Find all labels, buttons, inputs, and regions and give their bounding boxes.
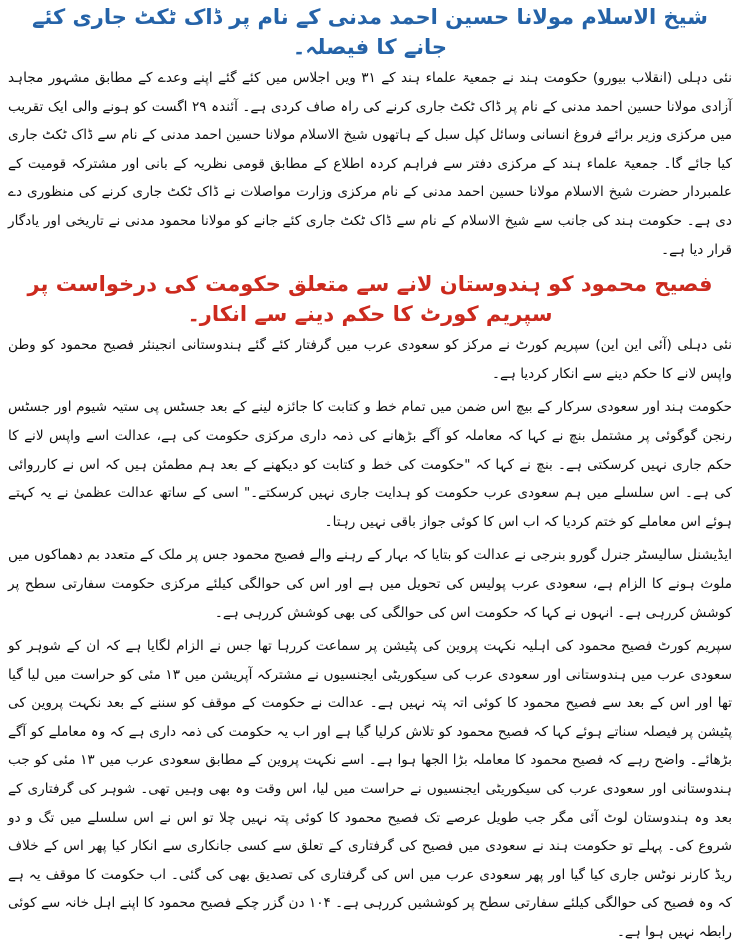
article-1-headline: شیخ الاسلام مولانا حسین احمد مدنی کے نام پر ڈاک ٹکٹ جاری کئے جانے کا فیصلہ۔ [32, 5, 708, 59]
article-2-headline: فصیح محمود کو ہندوستان لانے سے متعلق حکومت کی درخواست پر سپریم کورٹ کا حکم دینے سے انکار۔ [27, 272, 713, 327]
article-2-paragraph: حکومت ہند اور سعودی سرکار کے بیچ اس ضمن میں تمام خط و کتابت کا جائزہ لینے کے بعد جسٹس پی ستیہ شیوم اور جسٹس رنجن گوگوئی پر مشتمل بنچ نے کہا کہ معاملہ کو آگے بڑھانے کی ذمہ داری مرکزی حکومت کی ہے، عدالت اسے واپس لانے کا حکم جاری نہیں کرسکتی ہے۔ بنچ نے کہا کہ "حکومت کی خط و کتابت کو دیکھنے کے بعد ہم مطمئن ہیں کہ اس نے کارروائی کی ہے۔ اس سلسلے میں ہم سعودی عرب حکومت کو ہدایت جاری نہیں کرسکتے۔" اسی کے ساتھ عدالت عظمیٰ نے یہ کہتے ہوئے اس معاملے کو ختم کردیا کہ اب اس کا کوئی جواز باقی نہیں رہتا۔ [8, 399, 732, 530]
article-1-paragraph: نئی دہلی (انقلاب بیورو) حکومت ہند نے جمعیۃ علماء ہند کے ۳۱ ویں اجلاس میں کئے گئے اپنے وعدے کے مطابق مشہور مجاہد آزادی مولانا حسین احمد مدنی کے نام پر ڈاک ٹکٹ جاری کرنے کی راہ صاف کردی ہے۔ آئندہ ۲۹ اگست کو ہونے والی ایک تقریب میں مرکزی وزیر برائے فروغ انسانی وسائل کپل سبل کے ہاتھوں شیخ الاسلام مولانا حسین احمد مدنی کے نام سے ڈاک ٹکٹ جاری کیا جائے گا۔ جمعیۃ علماء ہند کے مرکزی دفتر سے فراہم کردہ اطلاع کے مطابق قومی نظریہ کے بانی اور مشترکہ قومیت کے علمبردار حضرت شیخ الاسلام مولانا حسین احمد مدنی کے نام مرکزی وزارت مواصلات نے ڈاک ٹکٹ جاری کرنے کی منظوری دے دی ہے۔ حکومت ہند کی جانب سے شیخ الاسلام کے نام سے ڈاک ٹکٹ جاری کئے جانے کو مولانا محمود مدنی نے تاریخی اور یادگار قرار دیا ہے۔ [8, 70, 733, 258]
article-2-paragraph: نئی دہلی (آئی این این) سپریم کورٹ نے مرکز کو سعودی عرب میں گرفتار کئے گئے ہندوستانی انجینئر فصیح محمود کو وطن واپس لانے کا حکم دینے سے انکار کردیا ہے۔ [8, 337, 732, 382]
article-2-paragraph: ایڈیشنل سالیسٹر جنرل گورو بنرجی نے عدالت کو بتایا کہ بہار کے رہنے والے فصیح محمود جس پر ملک کے متعدد بم دھماکوں میں ملوث ہونے کا الزام ہے، سعودی عرب پولیس کی تحویل میں ہے اور اس کی حوالگی کیلئے مرکزی حکومت سفارتی سطح پر کوشش کررہی ہے۔ انہوں نے کہا کہ حکومت اس کی حوالگی کی بھی کوشش کررہی ہے۔ [8, 547, 732, 621]
article-2-paragraph: سپریم کورٹ فصیح محمود کی اہلیہ نکہت پروین کی پٹیشن پر سماعت کررہا تھا جس نے الزام لگایا ہے کہ ان کے شوہر کو سعودی عرب میں ہندوستانی اور سعودی عرب کی سیکوریٹی ایجنسیوں نے مشترکہ آپریشن میں ۱۳ مئی کو حراست میں لیا گیا تھا اور اس کے بعد سے فصیح محمود کا کوئی اتہ پتہ نہیں ہے۔ عدالت نے حکومت کے موقف کو سننے کے بعد نکہت پروین کی پٹیشن پر فیصلہ سناتے ہوئے کہا کہ فصیح محمود کو تلاش کرلیا گیا ہے اور اب یہ حکومت کی ذمہ داری ہے کہ وہ معاملے کو آگے بڑھائے۔ واضح رہے کہ فصیح محمود کا معاملہ بڑا الجھا ہوا ہے۔ اسے نکہت پروین کے مطابق سعودی عرب میں ۱۳ مئی کو جب ہندوستانی اور سعودی عرب کی سیکوریٹی ایجنسیوں نے حراست میں لیا، اس وقت وہ بھی وہیں تھی۔ شوہر کی گرفتاری کے بعد وہ ہندوستان لوٹ آئی مگر جب طویل عرصے تک فصیح محمود کا کوئی پتہ نہیں چلا تو اس نے اس سلسلے میں تگ و دو شروع کی۔ پہلے تو حکومت ہند نے سعودی میں فصیح کی گرفتاری کے تعلق سے کسی جانکاری سے انکار کیا پھر اس کے خلاف ریڈ کارنر نوٹس جاری کیا گیا اور پھر سعودی عرب میں اس کی گرفتاری کی تصدیق بھی کی گئی۔ اب حکومت کا موقف یہ ہے کہ وہ فصیح کی حوالگی کیلئے سفارتی سطح پر کوششیں کررہی ہے۔ ۱۰۴ دن گزر چکے فصیح محمود کا اپنے اہل خانہ سے کوئی رابطہ نہیں ہوا ہے۔ [8, 638, 733, 941]
